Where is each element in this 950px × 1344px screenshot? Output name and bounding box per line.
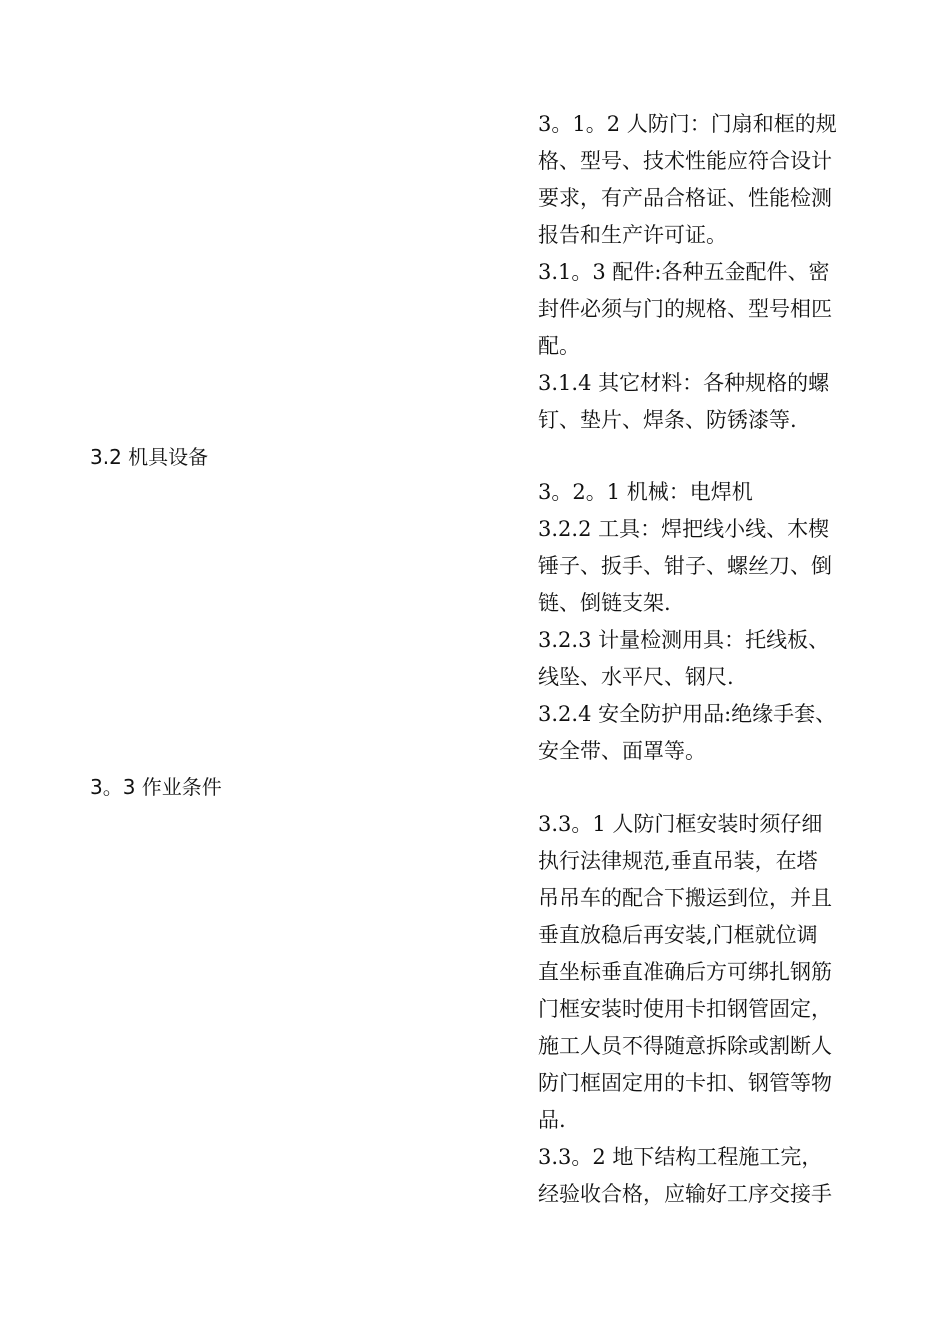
- text-line: 3.2.2 工具：焊把线小线、木楔: [538, 517, 830, 541]
- text-line: 3.1。3 配件:各种五金配件、密: [538, 260, 830, 284]
- item-3-1-2: [538, 106, 873, 254]
- text-line: 3.2.4 安全防护用品:绝缘手套、: [538, 702, 837, 726]
- text-line: 3.1.4 其它材料：各种规格的螺: [538, 371, 830, 395]
- text-line: 3.3。1 人防门框安装时须仔细: [538, 812, 823, 836]
- text-line: 钉、垫片、焊条、防锈漆等.: [538, 408, 797, 432]
- text-line: 要求，有产品合格证、性能检测: [538, 186, 832, 210]
- item-3-3-2: [538, 1139, 873, 1213]
- text-line: 直坐标垂直准确后方可绑扎钢筋: [538, 960, 832, 984]
- text-line: 吊吊车的配合下搬运到位，并且: [538, 886, 832, 910]
- text-line: 安全带、面罩等。: [538, 739, 706, 763]
- text-line: 3.2.3 计量检测用具：托线板、: [538, 628, 830, 652]
- section-heading-3-3: 3。3 作业条件: [90, 775, 222, 799]
- item-3-3-1: [538, 806, 873, 1139]
- text-line: 品.: [538, 1108, 566, 1132]
- text-line: 垂直放稳后再安装,门框就位调: [538, 923, 818, 947]
- text-line: 格、型号、技术性能应符合设计: [538, 149, 832, 173]
- item-3-2-1: [538, 474, 873, 511]
- section-heading-3-2: 3.2 机具设备: [90, 445, 209, 469]
- text-line: 经验收合格，应输好工序交接手: [538, 1182, 832, 1206]
- item-3-2-3: [538, 622, 873, 696]
- text-line: 防门框固定用的卡扣、钢管等物: [538, 1071, 832, 1095]
- text-line: 3.3。2 地下结构工程施工完，: [538, 1145, 823, 1169]
- text-line: 报告和生产许可证。: [538, 223, 727, 247]
- text-line: 门框安装时使用卡扣钢管固定，: [538, 997, 832, 1021]
- text-line: 链、倒链支架.: [538, 591, 671, 615]
- text-line: 封件必须与门的规格、型号相匹: [538, 297, 832, 321]
- text-line: 执行法律规范,垂直吊装，在塔: [538, 849, 818, 873]
- item-3-2-4: [538, 696, 873, 770]
- item-3-2-2: [538, 511, 873, 622]
- text-line: 3。2。1 机械：电焊机: [538, 480, 753, 504]
- item-3-1-4: [538, 365, 873, 439]
- text-line: 线坠、水平尺、钢尺.: [538, 665, 734, 689]
- item-3-1-3: [538, 254, 873, 365]
- text-line: 施工人员不得随意拆除或割断人: [538, 1034, 832, 1058]
- text-line: 配。: [538, 334, 580, 358]
- text-line: 锤子、扳手、钳子、螺丝刀、倒: [538, 554, 832, 578]
- text-line: 3。1。2 人防门：门扇和框的规: [538, 112, 837, 136]
